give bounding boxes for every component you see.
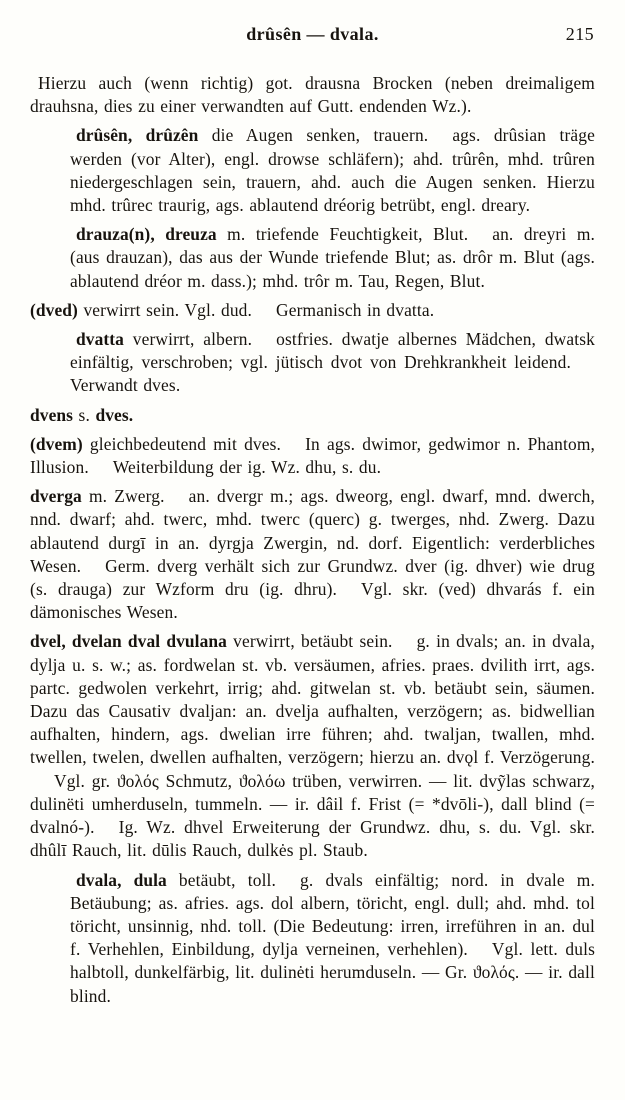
entry-dvala-dula	[70, 869, 595, 1008]
content	[0, 50, 625, 1008]
entry-text: verwirrt, betäubt sein.	[226, 631, 393, 652]
page-header	[0, 0, 625, 50]
entry-text: Vgl. gr. ϑολός Schmutz, ϑολόω trüben, verwirren. — lit. dvỹlas schwarz, dulinëti umherduseln, tummeln. — ir. dâil f. Frist (= *dvōli-), dall blind (= dvalnó-).	[30, 770, 595, 838]
entry-dvatta	[70, 328, 595, 398]
entry-text: Germ. dverg verhält sich zur Grundwz. dver (ig. dhver) wie drug (s. drauga) zur Wzform dru (ig. dhru).	[30, 555, 595, 600]
entry-text: verwirrt, albern.	[123, 329, 253, 350]
headword: dverga	[30, 486, 82, 507]
entry-text: Ig. Wz. dhvel Erweiterung der Grundwz. dhu, s. du. Vgl. skr. dhûlī Rauch, lit. dūlis Rauch, dulkės pl. Staub.	[30, 817, 595, 861]
entry-text: an. dvergr m.; ags. dweorg, engl. dwarf, mnd. dwerch, nnd. dwarf; ahd. twerc, mhd. twerc (querc) g. twerges, nhd. Zwerg. Dazu ablautend durgī in an. dyrgja Zwergin, nd. dorf. Eigentlich: verderbliches Wesen.	[30, 486, 595, 576]
entry-text: m. triefende Feuchtigkeit, Blut.	[216, 224, 469, 245]
entry-dvel	[30, 630, 595, 862]
headword: dves.	[95, 404, 134, 425]
entry-text: g. in dvals; an. in dvala, dylja u. s. w.; as. fordwelan st. vb. versäumen, afries. praes. dvilith irrt, ags. partc. gedwolen verkehrt, irrig; ahd. gitwelan st. vb. betäubt sein, säumen. Dazu das Causativ dvaljan: an. dvelja aufhalten, verzögern; as. bidwellian aufhalten, hindern, ags. dwelian irre führen; ahd. twaljan, twallen, mhd. twellen, twelen, dwellen aufhalten, verzögern; hierzu an. dvǫl f. Verzögerung.	[30, 631, 596, 768]
entry-text: Hierzu auch (wenn richtig) got. drausna Brocken (neben dreimaligem drauhsna, dies zu einer verwandten auf Gutt. endenden Wz.).	[30, 73, 595, 117]
entry-dvem	[30, 433, 595, 479]
headword: dvatta	[76, 329, 124, 350]
headword: drûsên, drûzên	[76, 125, 199, 146]
entry-text: an. dreyri m. (aus drauzan), das aus der Wunde triefende Blut; as. drôr m. Blut (ags. ablautend dréor m. dass.); mhd. trôr m. Tau, Regen, Blut.	[70, 224, 595, 291]
running-title: drûsên — dvala.	[246, 24, 379, 44]
entry-text: m. Zwerg.	[81, 486, 165, 507]
headword: dvens	[30, 404, 74, 425]
entry-dverga	[30, 485, 595, 624]
page-number: 215	[565, 24, 594, 44]
entry-text: ostfries. dwatje albernes Mädchen, dwatsk einfältig, verschroben; vgl. jütisch dvot von Drehkrankheit leidend.	[70, 329, 595, 373]
headword: drauza(n), dreuza	[76, 224, 217, 245]
cross-ref-dvens	[30, 404, 595, 427]
entry-text: gleichbedeutend mit dves.	[82, 433, 282, 454]
entry-text: s.	[73, 404, 96, 425]
entry-text: Weiterbildung der ig. Wz. dhu, s. du.	[112, 457, 382, 478]
entry-text: ags. drûsian träge werden (vor Alter), engl. drowse schläfern); ahd. trûrên, mhd. trûren niedergeschlagen sein, trauern, ahd. auch die Augen senken. Hierzu mhd. trûrec traurig, ags. ablautend dréorig betrübt, engl. dreary.	[70, 125, 595, 216]
entry-text: In ags. dwimor, gedwimor n. Phantom, Illusion.	[30, 433, 595, 478]
headword: (dved)	[30, 299, 78, 320]
entry-text: die Augen senken, trauern.	[198, 125, 429, 146]
entry-text: Vgl. skr. (ved) dhvarás f. ein dämonisches Wesen.	[30, 579, 595, 623]
entry-drauza-dreuza	[70, 223, 595, 293]
headword: dvala, dula	[76, 869, 167, 890]
entry-text: Germanisch in dvatta.	[276, 299, 435, 320]
intro-continuation-paragraph	[30, 72, 595, 118]
headword: dvel, dvelan dval dvulana	[30, 631, 227, 652]
headword: (dvem)	[30, 433, 83, 454]
entry-text: g. dvals einfältig; nord. in dvale m. Betäubung; as. afries. ags. dol albern, töricht, engl. dull; ahd. mhd. tol töricht, unsinnig, nhd. toll. (Die Bedeutung: irren, irreführen in an. dul f. Verhehlen, Einbildung, dylja verneinen, verhehlen).	[70, 869, 595, 960]
entry-text: Verwandt dves.	[70, 375, 181, 396]
entry-text: betäubt, toll.	[166, 869, 277, 890]
entry-text: Vgl. lett. duls halbtoll, dunkelfärbig, lit. dulinėti herumduseln. — Gr. ϑολός. — ir. dall blind.	[70, 939, 595, 1006]
entry-dved	[30, 299, 595, 322]
entry-text: verwirrt sein. Vgl. dud.	[77, 299, 253, 320]
entry-drusen-druzen	[70, 124, 595, 217]
